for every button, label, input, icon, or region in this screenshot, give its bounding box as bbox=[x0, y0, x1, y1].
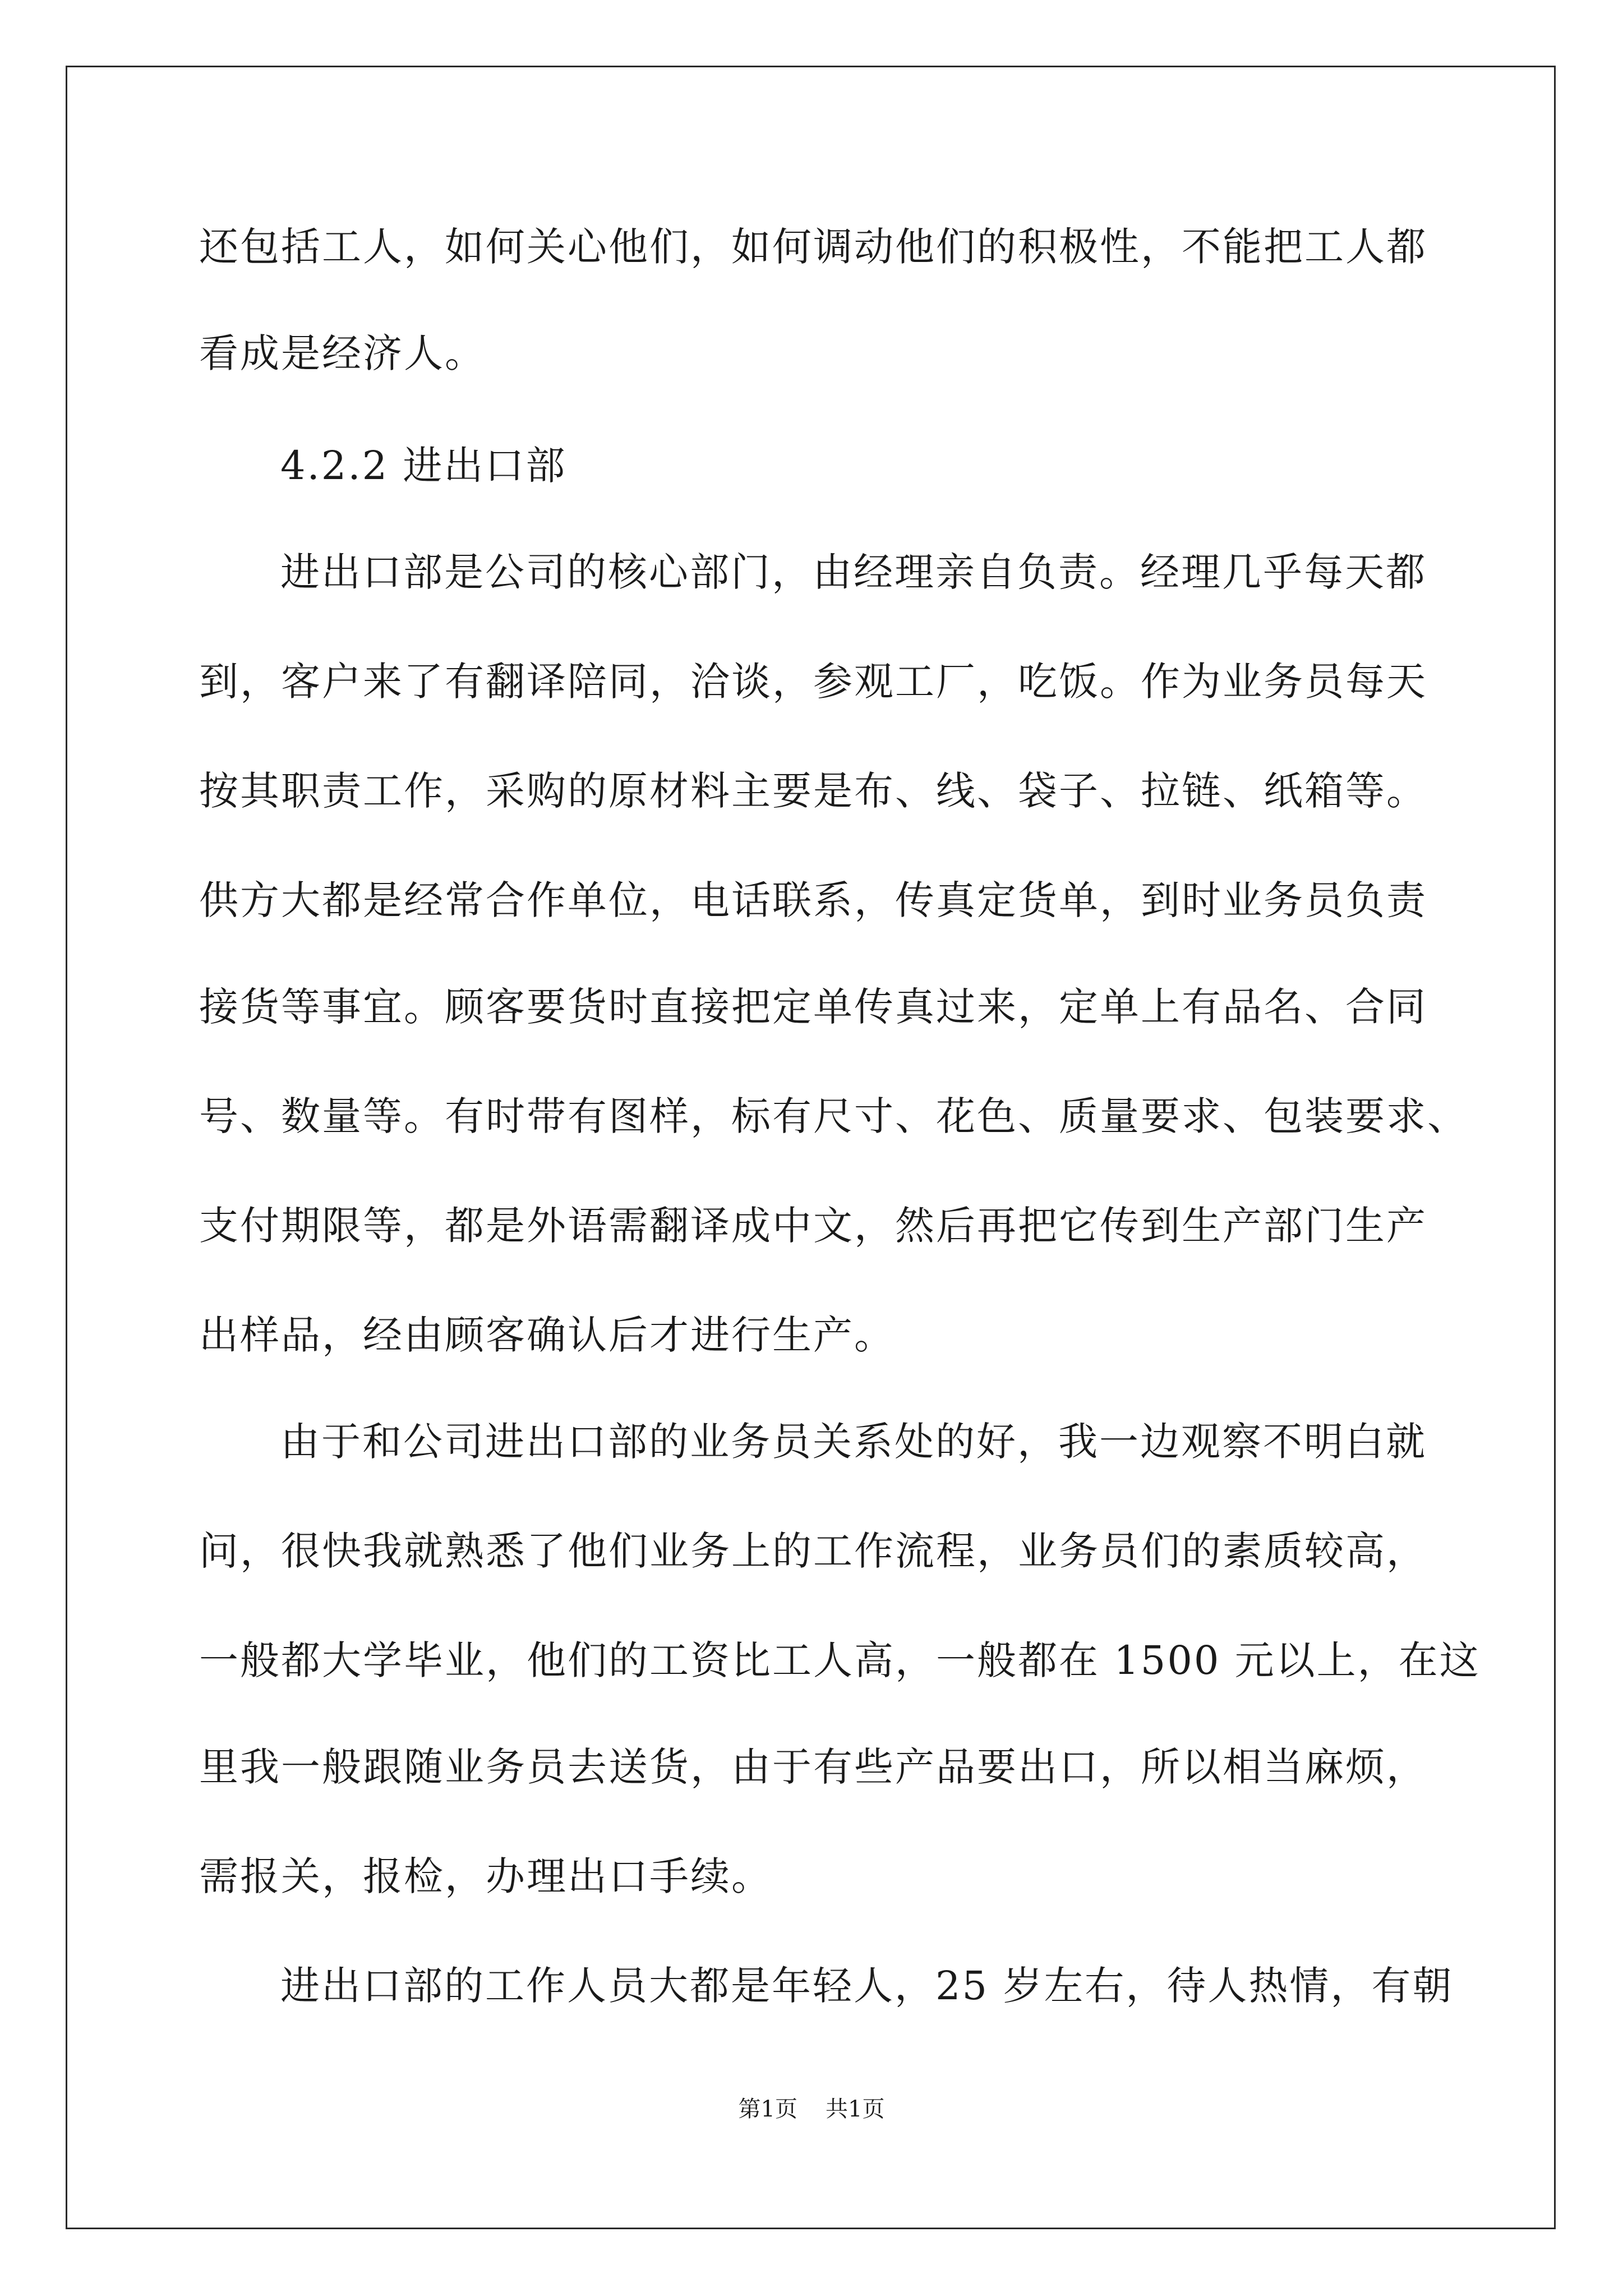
body-text-line: 支付期限等，都是外语需翻译成中文，然后再把它传到生产部门生产 bbox=[199, 1203, 1427, 1249]
body-text-line: 号、数量等。有时带有图样，标有尺寸、花色、质量要求、包装要求、 bbox=[199, 1093, 1468, 1139]
body-text-line: 问，很快我就熟悉了他们业务上的工作流程，业务员们的素质较高， bbox=[199, 1528, 1427, 1574]
body-text-line: 里我一般跟随业务员去送货，由于有些产品要出口，所以相当麻烦， bbox=[199, 1744, 1427, 1790]
body-text-line: 需报关，报检，办理出口手续。 bbox=[199, 1853, 772, 1899]
body-text-line: 进出口部是公司的核心部门，由经理亲自负责。经理几乎每天都 bbox=[280, 549, 1427, 595]
page-footer bbox=[0, 2092, 1623, 2126]
section-heading: 4.2.2 进出口部 bbox=[280, 443, 567, 489]
page-number: 第1页 bbox=[738, 2096, 797, 2122]
body-text-line: 供方大都是经常合作单位，电话联系，传真定货单，到时业务员负责 bbox=[199, 877, 1427, 923]
body-text-line: 到，客户来了有翻译陪同，洽谈，参观工厂，吃饭。作为业务员每天 bbox=[199, 659, 1427, 705]
body-text-line: 进出口部的工作人员大都是年轻人，25 岁左右，待人热情，有朝 bbox=[280, 1963, 1454, 2009]
body-text-line: 由于和公司进出口部的业务员关系处的好，我一边观察不明白就 bbox=[280, 1419, 1427, 1465]
body-text-line: 还包括工人，如何关心他们，如何调动他们的积极性，不能把工人都 bbox=[199, 224, 1427, 270]
page-border bbox=[66, 66, 1556, 2229]
body-text-line: 看成是经济人。 bbox=[199, 330, 486, 376]
body-text-line: 一般都大学毕业，他们的工资比工人高，一般都在 1500 元以上，在这 bbox=[199, 1637, 1481, 1683]
page-total: 共1页 bbox=[826, 2096, 885, 2122]
body-text-line: 出样品，经由顾客确认后才进行生产。 bbox=[199, 1312, 895, 1358]
body-text-line: 按其职责工作，采购的原材料主要是布、线、袋子、拉链、纸箱等。 bbox=[199, 768, 1427, 814]
body-text-line: 接货等事宜。顾客要货时直接把定单传真过来，定单上有品名、合同 bbox=[199, 984, 1427, 1030]
